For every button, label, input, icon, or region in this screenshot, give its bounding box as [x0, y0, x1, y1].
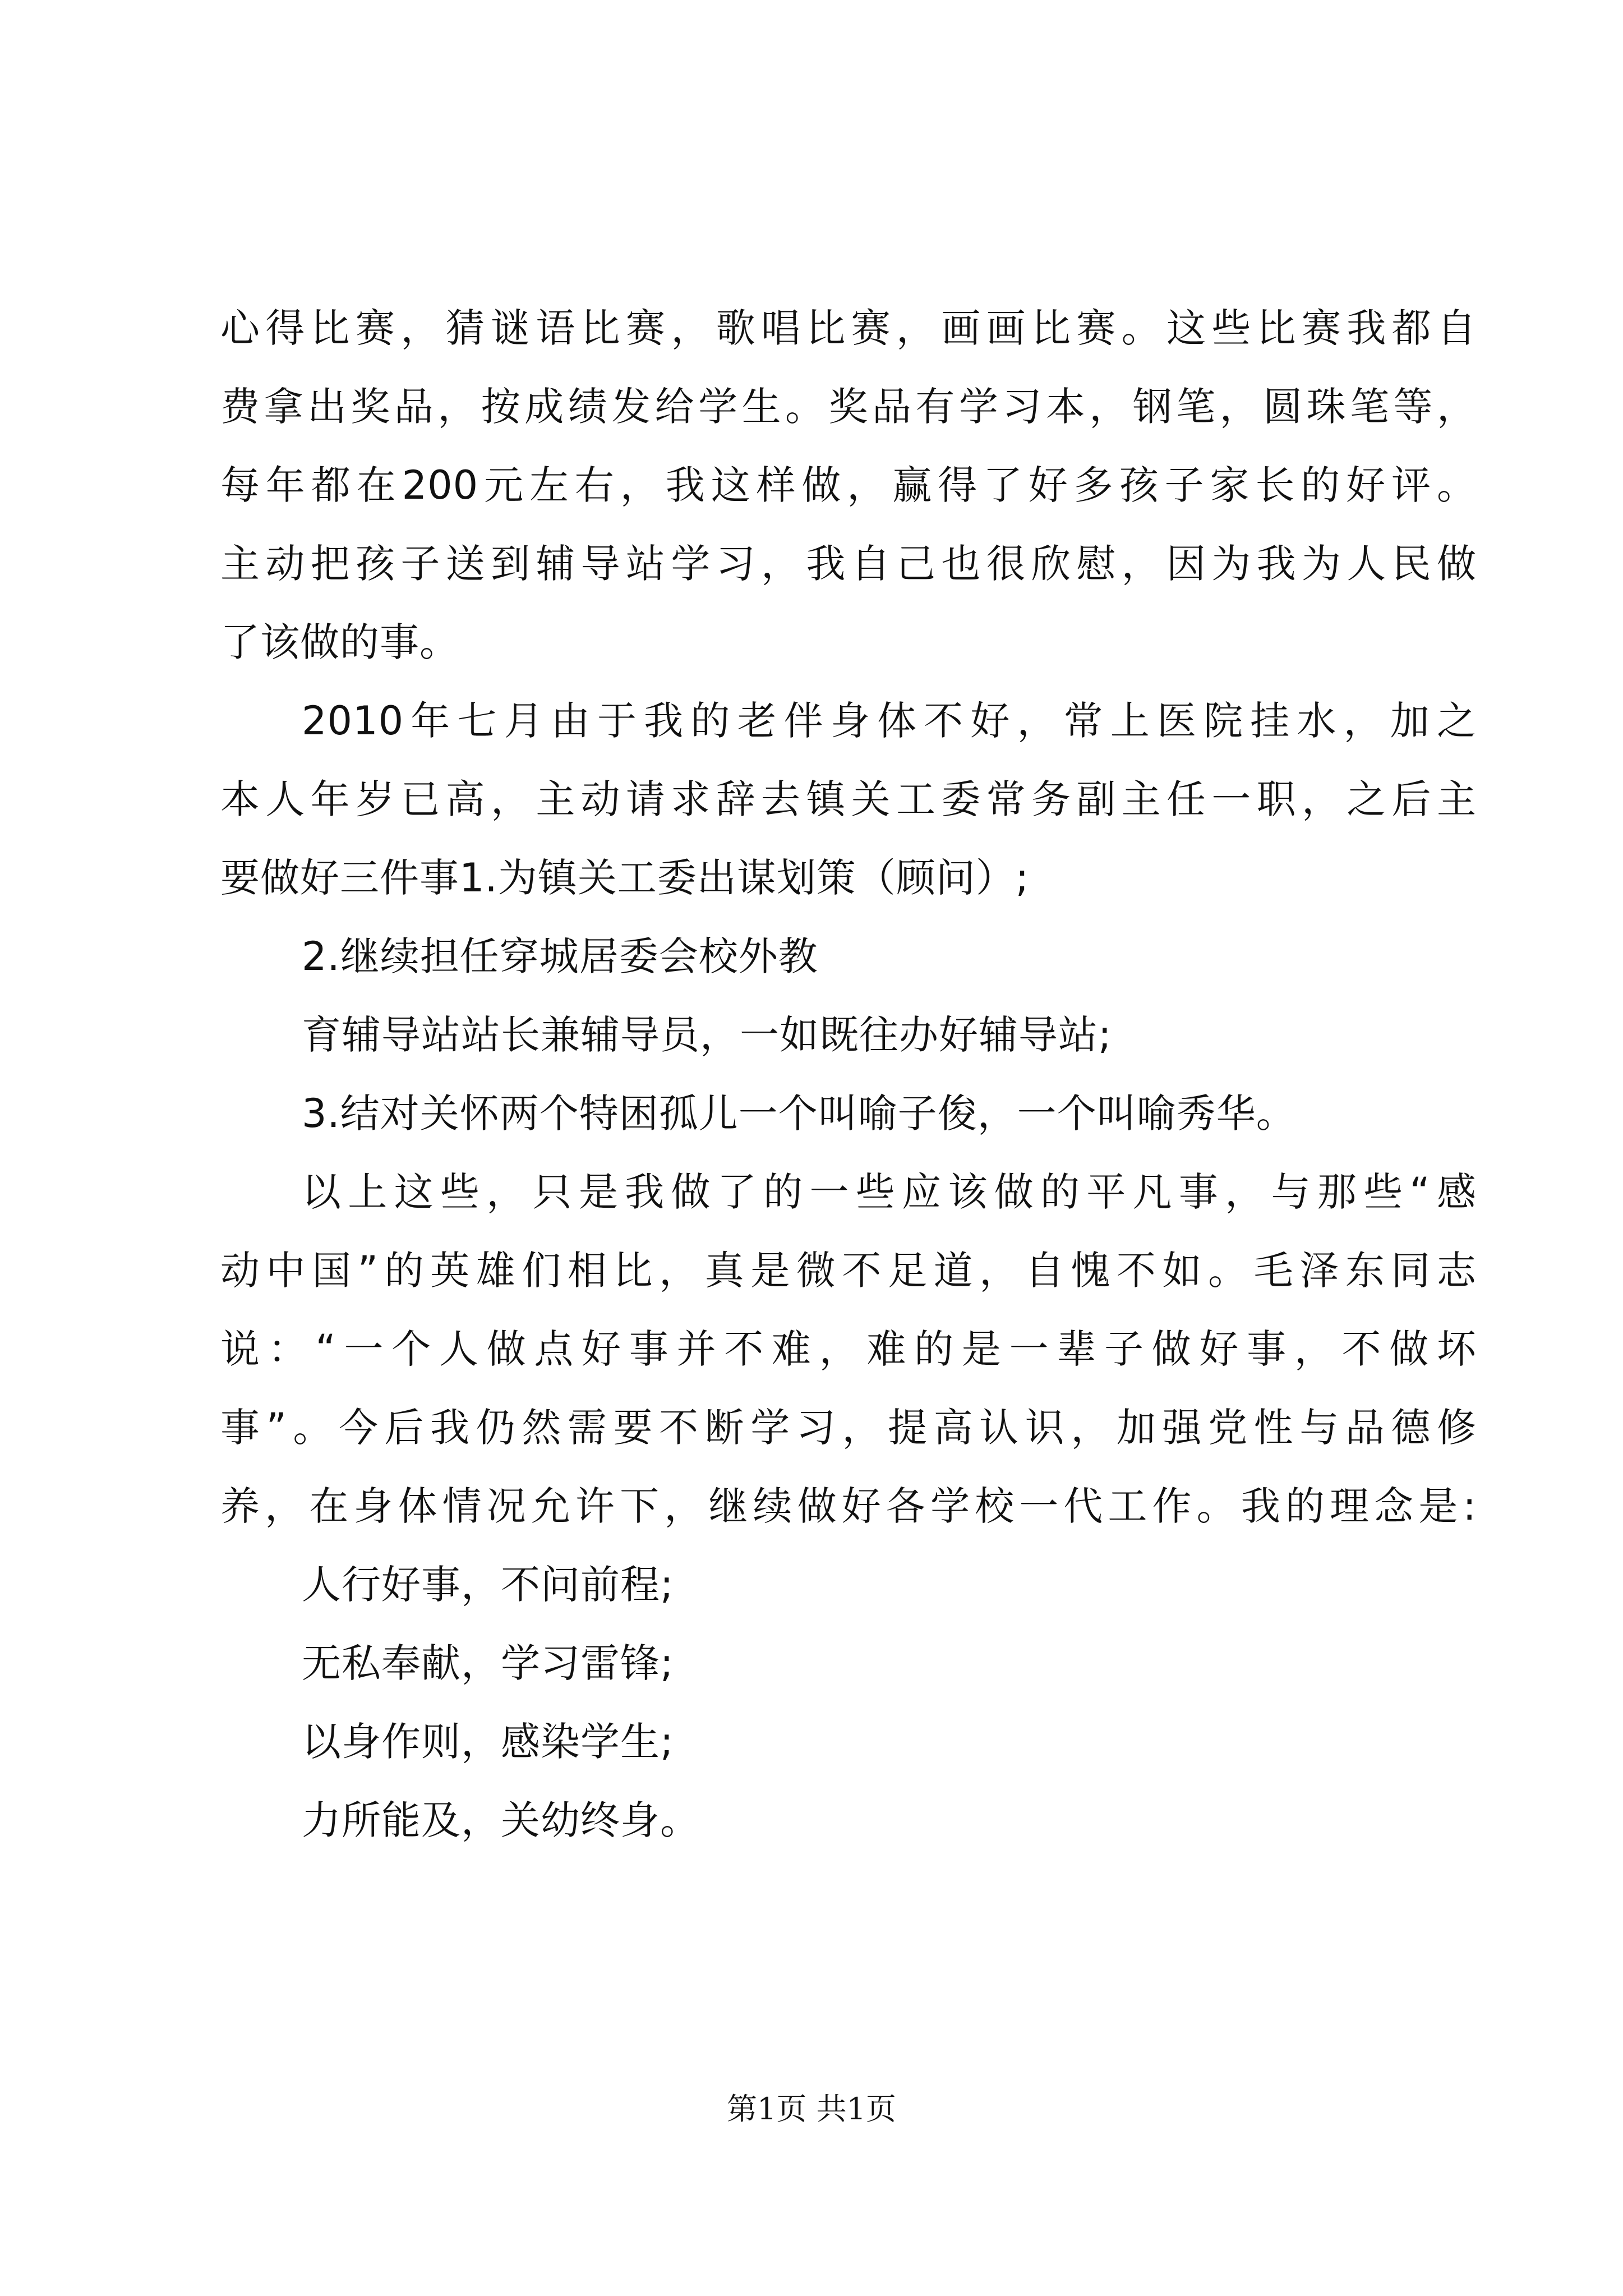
- text-line: 以身作则，感染学生;: [302, 1719, 674, 1765]
- text-line: 每年都在200元左右，我这样做，赢得了好多孩子家长的好评。: [220, 462, 1477, 508]
- page-number-footer: 第1页 共1页: [727, 2091, 896, 2127]
- document-body: [220, 289, 1477, 1860]
- text-line: 心得比赛，猜谜语比赛，歌唱比赛，画画比赛。这些比赛我都自: [220, 305, 1477, 351]
- text-line: 无私奉献，学习雷锋;: [302, 1640, 674, 1686]
- text-line: 费拿出奖品，按成绩发给学生。奖品有学习本，钢笔，圆珠笔等，: [220, 384, 1477, 430]
- text-line: 2010年七月由于我的老伴身体不好，常上医院挂水，加之: [302, 698, 1477, 744]
- text-line: 力所能及，关幼终身。: [302, 1797, 700, 1843]
- text-line: 说：“一个人做点好事并不难，难的是一辈子做好事，不做坏: [220, 1326, 1477, 1372]
- text-line: 以上这些，只是我做了的一些应该做的平凡事，与那些“感: [302, 1169, 1477, 1215]
- text-line: 养，在身体情况允许下，继续做好各学校一代工作。我的理念是:: [220, 1483, 1477, 1529]
- text-line: 3.结对关怀两个特困孤儿一个叫喻子俊，一个叫喻秀华。: [302, 1091, 1296, 1137]
- text-line: 要做好三件事1.为镇关工委出谋划策（顾问）;: [220, 855, 1030, 901]
- text-line: 2.继续担任穿城居委会校外教: [302, 933, 818, 979]
- text-line: 动中国”的英雄们相比，真是微不足道，自愧不如。毛泽东同志: [220, 1248, 1477, 1294]
- text-line: 了该做的事。: [220, 619, 459, 665]
- text-line: 事”。今后我仍然需要不断学习，提高认识，加强党性与品德修: [220, 1405, 1477, 1451]
- text-line: 主动把孩子送到辅导站学习，我自己也很欣慰，因为我为人民做: [220, 541, 1477, 587]
- text-line: 本人年岁已高，主动请求辞去镇关工委常务副主任一职，之后主: [220, 776, 1477, 822]
- text-line: 育辅导站站长兼辅导员，一如既往办好辅导站;: [302, 1012, 1112, 1058]
- text-line: 人行好事，不问前程;: [302, 1562, 674, 1608]
